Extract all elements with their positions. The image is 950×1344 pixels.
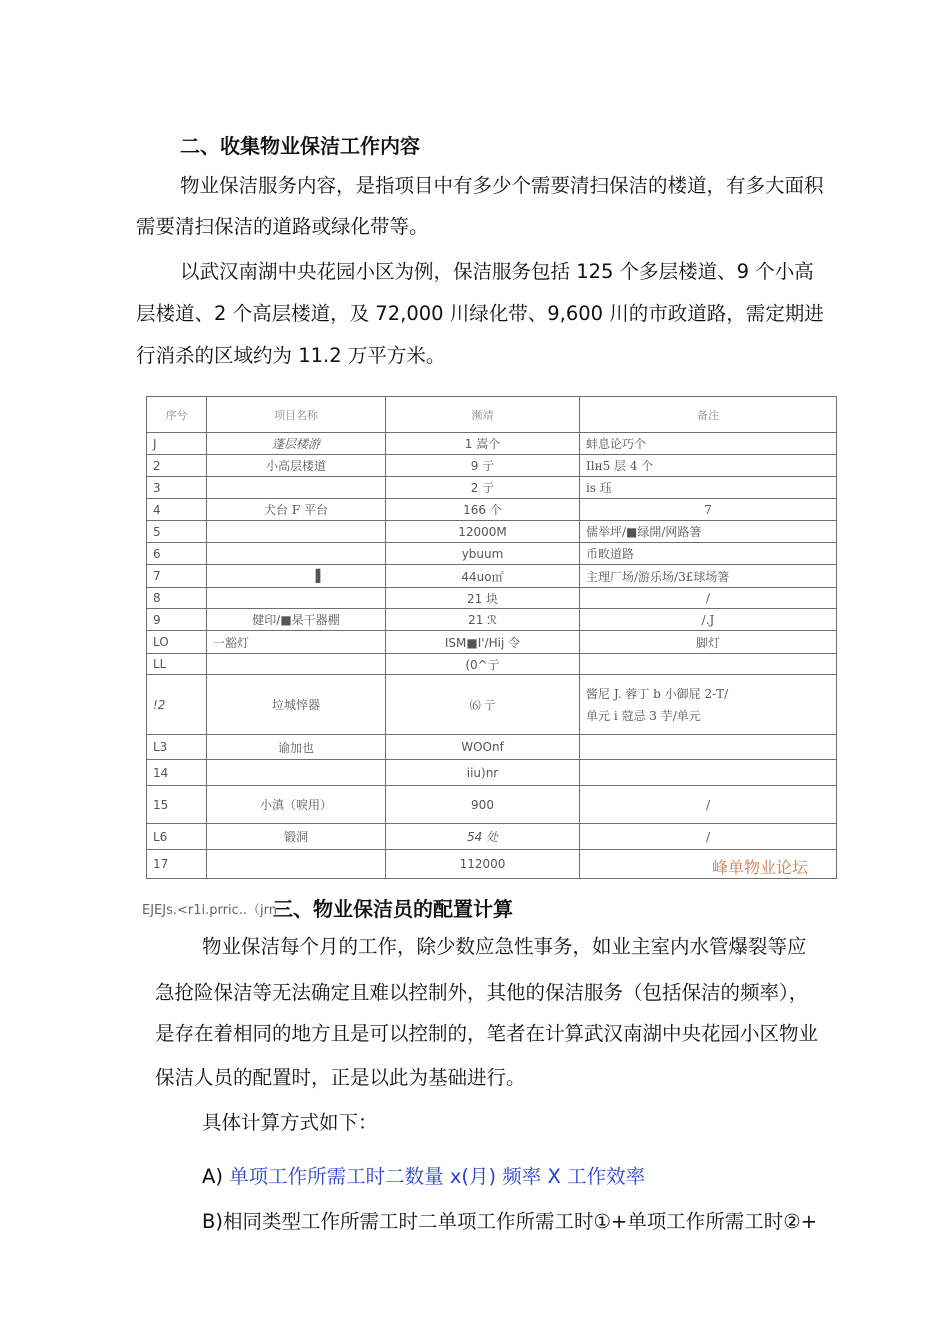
paragraph-line: 行消杀的区域约为 11.2 万平方米。 [136,344,446,367]
cell-no: LO [147,631,207,654]
garbled-caption: EJEJs.<r1i.prric..（jrn [142,903,277,918]
cell-note: 币畋道路 [580,543,837,565]
cell-name: 犬台 F 平台 [207,499,386,521]
cell-no: 3 [147,477,207,499]
cell-no: LL [147,654,207,675]
col-header-qty: 濒靖 [386,397,580,433]
cell-qty: ybuum [386,543,580,565]
cell-no: 6 [147,543,207,565]
cell-qty: 166 个 [386,499,580,521]
formula-b: B)相同类型工作所需工时二单项工作所需工时①+单项工作所需工时②+ [202,1210,818,1233]
table-row [147,760,837,786]
cell-name [207,521,386,543]
table-row [147,477,837,499]
cell-qty: 900 [386,786,580,824]
cell-name: 一豁灯 [207,631,386,654]
cell-note: Ilн5 层 4 个 [580,455,837,477]
cell-qty: iiu)nr [386,760,580,786]
cell-qty: 12000M [386,521,580,543]
cell-no: 7 [147,565,207,588]
cell-name: 小滇（唳用） [207,786,386,824]
cell-note: 蚌息论巧个 [580,433,837,455]
cell-note: /.J [580,609,837,631]
cell-qty: 44uo㎡ [386,565,580,588]
formula-a-body: 单项工作所需工时二数量 x(月) 频率 X 工作效率 [229,1165,646,1188]
cell-name [207,588,386,609]
cell-name: 锻洞 [207,824,386,850]
col-header-note: 备注 [580,397,837,433]
table-row [147,824,837,850]
table-row [147,588,837,609]
cell-qty: 21 ℛ [386,609,580,631]
cell-no: L3 [147,735,207,760]
cell-qty: 54 处 [386,824,580,850]
table-header-row [147,397,837,433]
cell-name: 健印/■杲干器棚 [207,609,386,631]
table-row [147,654,837,675]
paragraph-line: 急抢险保洁等无法确定且难以控制外，其他的保洁服务（包括保洁的频率）， [155,981,809,1004]
cell-name [207,543,386,565]
cell-no: 9 [147,609,207,631]
cell-note-line: 酱尼 J. 蓉丁 b 小御屁 2-T/ [586,686,729,701]
cell-note: is 珏 [580,477,837,499]
table-row [147,433,837,455]
paragraph-line: 以武汉南湖中央花园小区为例，保洁服务包括 125 个多层楼道、9 个小高 [180,260,814,283]
cell-name: ▌ [207,565,386,588]
paragraph-line: 物业保洁服务内容，是指项目中有多少个需要清扫保洁的楼道，有多大面积 [180,174,824,197]
cell-note: 主理厂场/游乐场/3£球场箸 [580,565,837,588]
cell-no: 4 [147,499,207,521]
cell-no: L6 [147,824,207,850]
cell-qty: ISM■I'/Hij 令 [386,631,580,654]
cell-name [207,850,386,879]
cell-qty: (0^亍 [386,654,580,675]
paragraph-line: 是存在着相同的地方且是可以控制的，笔者在计算武汉南湖中央花园小区物业 [155,1022,819,1045]
cell-name: 小高层楼道 [207,455,386,477]
formula-a-prefix: A) [202,1165,223,1188]
col-header-name: 项目名称 [207,397,386,433]
cell-qty: WOOnf [386,735,580,760]
cell-qty: ⑹ 亍 [386,675,580,735]
paragraph-line: 具体计算方式如下： [202,1111,378,1134]
cell-note: / [580,824,837,850]
cell-note [580,654,837,675]
cell-note [580,760,837,786]
section-title: 三、物业保洁员的配置计算 [273,897,513,921]
table-row [147,521,837,543]
formula-a [202,1167,645,1187]
table-row [147,455,837,477]
cell-note: / [580,588,837,609]
cell-name [207,477,386,499]
paragraph-line: 保洁人员的配置时，正是以此为基础进行。 [155,1066,526,1089]
cell-no: 17 [147,850,207,879]
cell-note [580,850,837,879]
cell-no: 14 [147,760,207,786]
cell-qty: 112000 [386,850,580,879]
cell-no: 15 [147,786,207,824]
cell-name [207,760,386,786]
cell-note: 儒举坪/■绿開/网路箸 [580,521,837,543]
watermark-text: 峰单物业论坛 [711,858,808,877]
table-row [147,543,837,565]
table-row [147,499,837,521]
table-row [147,609,837,631]
cell-no: J [147,433,207,455]
table-row [147,631,837,654]
paragraph-line: 层楼道、2 个高层楼道，及 72,000 川绿化带、9,600 川的市政道路，需定期进 [136,302,824,325]
cell-qty: 21 块 [386,588,580,609]
cell-qty: 1 嵩个 [386,433,580,455]
cell-name [207,654,386,675]
cell-note: 7 [580,499,837,521]
cleaning-items-table [146,396,837,879]
table-row [147,786,837,824]
cell-note [580,675,837,735]
cell-note [580,735,837,760]
table-row [147,735,837,760]
table-row [147,850,837,879]
cell-no: !2 [147,675,207,735]
section-title: 二、收集物业保洁工作内容 [180,134,420,158]
cell-qty: 9 亍 [386,455,580,477]
paragraph-line: 需要清扫保洁的道路或绿化带等。 [136,215,429,238]
cell-note: / [580,786,837,824]
table-row [147,675,837,735]
cell-note: 脚灯 [580,631,837,654]
cell-no: 5 [147,521,207,543]
col-header-no: 序兮 [147,397,207,433]
cell-qty: 2 亍 [386,477,580,499]
cell-no: 2 [147,455,207,477]
cell-name: 蓬层楼游 [207,433,386,455]
cell-name: 垃城悴器 [207,675,386,735]
table-row [147,565,837,588]
paragraph-line: 物业保洁每个月的工作，除少数应急性事务，如业主室内水管爆裂等应 [202,935,807,958]
cell-name: 谕加也 [207,735,386,760]
cell-no: 8 [147,588,207,609]
cell-note-line: 单元 i 蒄忌 3 芋/单元 [586,708,701,723]
